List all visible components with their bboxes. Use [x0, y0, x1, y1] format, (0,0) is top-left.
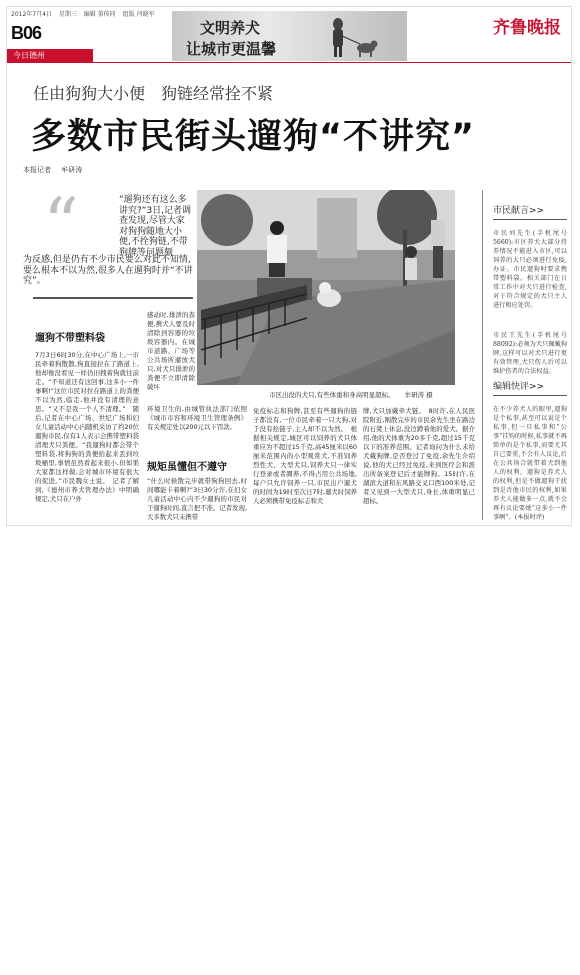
byline-name: 牟研涛 [61, 166, 83, 174]
byline-reporter: 本报记者 [23, 166, 51, 174]
body-column-2b: “什么时候散完步就带狗狗回去,时间哪能卡着啊?”3日30分许,在妇女儿童活动中心内不少遛狗的市民对于遛狗时间,直言把不准。记者发现,大多数犬只未携带 [147, 477, 247, 521]
sidebar-heading-editor: 编辑快评>> [493, 382, 545, 392]
photo-caption [269, 390, 441, 399]
sidebar-divider [482, 190, 483, 520]
pull-quote [23, 185, 193, 305]
banner-line-2: 让城市更温馨 [186, 40, 277, 58]
sidebar-rule-2 [493, 395, 567, 396]
header-banner [172, 11, 407, 61]
quote-mark-icon: “ [43, 183, 79, 265]
pull-quote-rule [33, 297, 193, 299]
body-column-3: 免疫标志和狗牌,甚至有些遛狗的链子都没有,一位市民牵着一只大狗,对于没有拴链子,主人却不以为然。 根据相关规定,城区可以饲养的犬只体重应为不超过15千克,高45厘米以60厘米范围内的小型观赏犬,不准饲养烈性犬、大型犬只,饲养犬只一律实行登录或者圈养,不得占用公共场地,每户只允许饲养一只,市民出户遛犬的时间为19时至次日7时,遛犬时饲养人必须携带免疫标志和犬 [253, 407, 357, 505]
byline [23, 165, 90, 175]
editor-credit: 编辑 董传同 [83, 11, 116, 18]
pull-quote-text: “遛狗还有这么多讲究?”3日,记者调查发现,尽管大家对狗狗随地大小便,不拴狗链,不带狗牌等问题颇 [119, 195, 192, 258]
sidebar-rule-1 [493, 219, 567, 220]
sidebar-text-editor: 在不少养犬人的眼里,遛狗是个私事,甚至可以说是个私事,但一旦私事和“公事”挂钩的时候,私事就不再简单的是个私事,而要尤其自己要重,不会有人议论,后在公共场合就带着犬到他人的权利。遛狗是养犬人的权利,但是不做遛狗干扰到是否他市民的权利,如果养犬人能做多一点,就不会再有议论要她“这多小一件事啊”。(本报时评) [493, 406, 567, 521]
photo-credit: 牟研涛 摄 [404, 391, 433, 399]
header-divider [93, 62, 571, 63]
body-column-1: 7月3日6时30分,在中心广场上,一市民牵着狗散散,狗直接拉在了路道上,他却像没看见一样仍旧拽着狗就往前走。“不知道还有这回事,这多小一件事啊!”这位市民对拉在路道上的粪便不以为然,临走,他并没有清理的意思。“又不是我一个人不清理。” 随后,记者在中心广场、世纪广场和妇女儿童活动中心内随机采访了约20位遛狗市民,仅有1人表示会携带塑料袋清理犬只粪便。“我遛狗时都会带个塑料袋,将狗狗的粪便拾起来丢到垃圾桶里,事情虽然看起来很小,但如果大家都这样做,会对城市环境有很大的促进。”市民魏女士说。 记者了解到,《德州市养犬管理办法》中明确规定,犬只在户外 [35, 351, 139, 503]
photo-caption-text: 市区出没的犬只,有些体重和身高明显超标。 [269, 391, 395, 399]
pull-quote-text-tail: 为反感,但是仍有不少市民要么对此不知情,要么根本不以为然,很多人在遛狗时并“不讲究”。 [23, 255, 193, 286]
page-number: B06 [11, 23, 42, 43]
sidebar-text-citizen-1: 市民刘先生(手机尾号5660):市区养犬大部分持养情况不能进入市区,可以饲养的大只必须进行免疫,办证。市民遛狗时要求携带塑料袋。相关部门在日常工作中对犬只进行检查,对于符合规定的犬只主人进行相应处罚。 [493, 230, 567, 309]
heading-rules-ignored: 规矩虽懂但不遵守 [147, 462, 227, 473]
street-dog-photo [197, 190, 455, 385]
section-label: 今日德州 [7, 49, 93, 63]
banner-line-1: 文明养犬 [200, 19, 261, 37]
issue-weekday: 星期三 [58, 11, 77, 18]
issue-date: 2012年7月4日 [11, 11, 52, 18]
dog-walker-illustration [320, 14, 380, 58]
sidebar-text-citizen-2: 市民王先生(手机尾号88092):必须为犬只佩戴狗牌,这样可以对犬只进行更有效管理,犬只伤人后可以维护伤者的合法权益。 [493, 332, 567, 375]
header-meta [11, 9, 160, 18]
newspaper-page [6, 6, 572, 526]
article-subtitle: 任由狗狗大小便 狗链经常拴不紧 [33, 84, 274, 103]
article-title: 多数市民街头遛狗“不讲究” [31, 117, 476, 157]
body-column-4: 牌,犬只加戴牵犬链。 8时许,在人民医院附近,刚散完步的市民余先生坐在路边的石凳上休息,没边蹲着他的爱犬。据介绍,他的犬体重为20多千克,超过15千克以下的准养范围。记者询问为什么未给犬戴狗牌,是否登过了免疫,余先生介绍说,他的犬已经过免疫,来到医疗会和派出所备案登记后才能牌狗。15时许,在湖滨大道和东风路交叉口西100米处,记者又见到一大型犬只,身长,体重明显已超标。 [363, 407, 475, 505]
body-column-2a-tail: 环境卫生的,由城管执法部门依照《城市市容和环境卫生管理条例》有关规定处以200元以下罚款。 [147, 405, 247, 431]
body-column-2a: 感动时,排泄的粪便,携犬人要及时清除到容器的垃圾容器内。在城市道路、广场等公共场所遛放犬只,对犬只排泄的粪便不立即清除破坏 [147, 311, 195, 391]
heading-no-bag: 遛狗不带塑料袋 [35, 333, 105, 344]
newspaper-logo: 齐鲁晚报 [493, 18, 561, 38]
sidebar-heading-citizens: 市民献言>> [493, 206, 545, 216]
layout-credit: 组版 闫晓军 [122, 11, 155, 18]
